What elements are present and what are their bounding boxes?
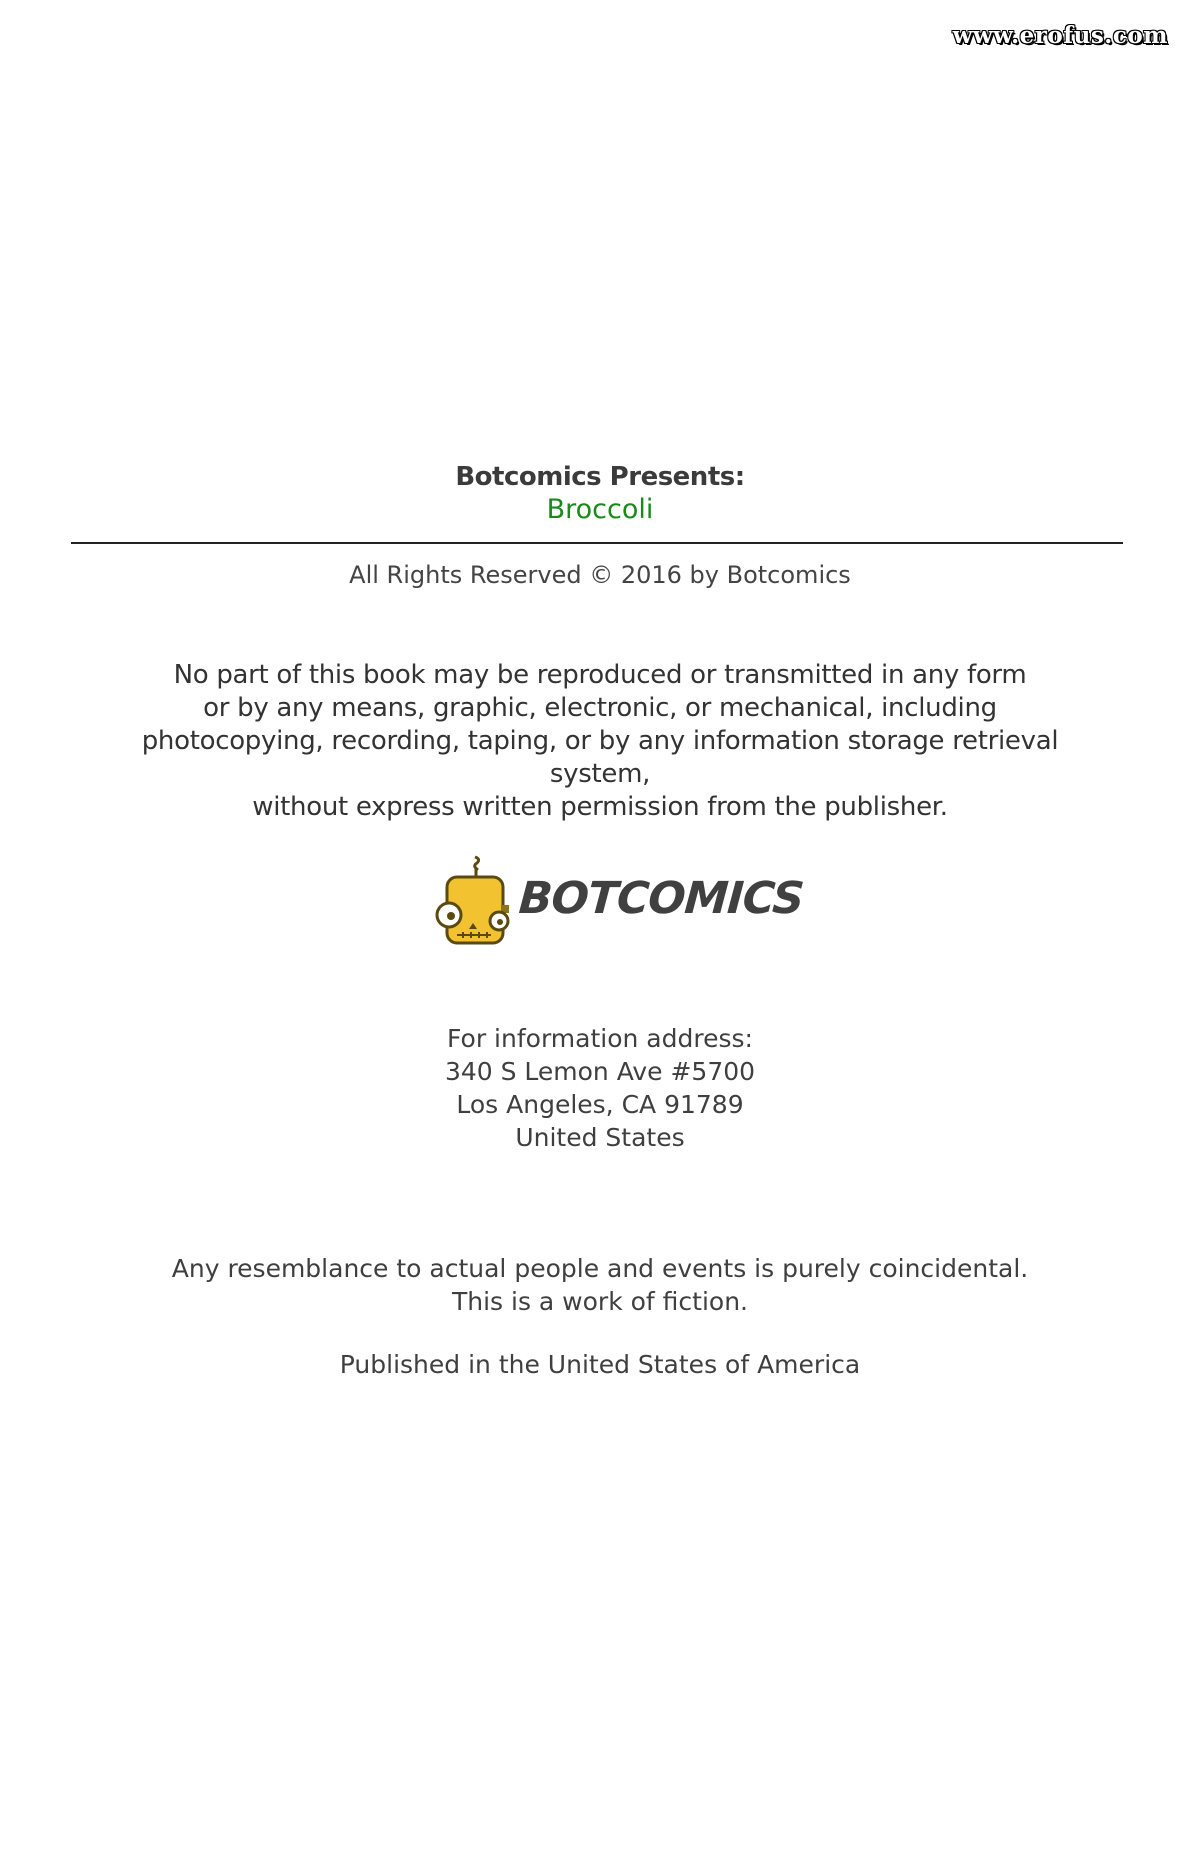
site-watermark: www.erofus.com (952, 22, 1168, 49)
address-line: 340 S Lemon Ave #5700 (444, 1057, 756, 1086)
book-title: Broccoli (546, 494, 654, 525)
fiction-disclaimer (0, 1252, 1200, 1318)
logo-wordmark: BOTCOMICS (517, 873, 806, 924)
divider-rule (71, 542, 1123, 544)
reproduction-notice (0, 659, 1200, 824)
notice-line: No part of this book may be reproduced or transmitted in any form (173, 660, 1027, 690)
address-line: For information address: (447, 1024, 753, 1053)
notice-line: system, (549, 759, 651, 789)
notice-line: photocopying, recording, taping, or by any information storage retrieval (141, 726, 1059, 756)
disclaimer-line: Any resemblance to actual people and events is purely coincidental. (171, 1254, 1029, 1283)
botcomics-logo (433, 855, 806, 955)
copyright-line: All Rights Reserved © 2016 by Botcomics (349, 561, 851, 589)
contact-address (0, 1022, 1200, 1154)
robot-head-icon (433, 855, 513, 955)
notice-line: or by any means, graphic, electronic, or mechanical, including (203, 693, 997, 723)
notice-line: without express written permission from the publisher. (252, 792, 948, 822)
disclaimer-line: This is a work of fiction. (451, 1287, 749, 1316)
address-line: Los Angeles, CA 91789 (456, 1090, 744, 1119)
presents-heading: Botcomics Presents: (455, 462, 745, 492)
address-line: United States (515, 1123, 685, 1152)
published-line: Published in the United States of America (339, 1350, 861, 1379)
